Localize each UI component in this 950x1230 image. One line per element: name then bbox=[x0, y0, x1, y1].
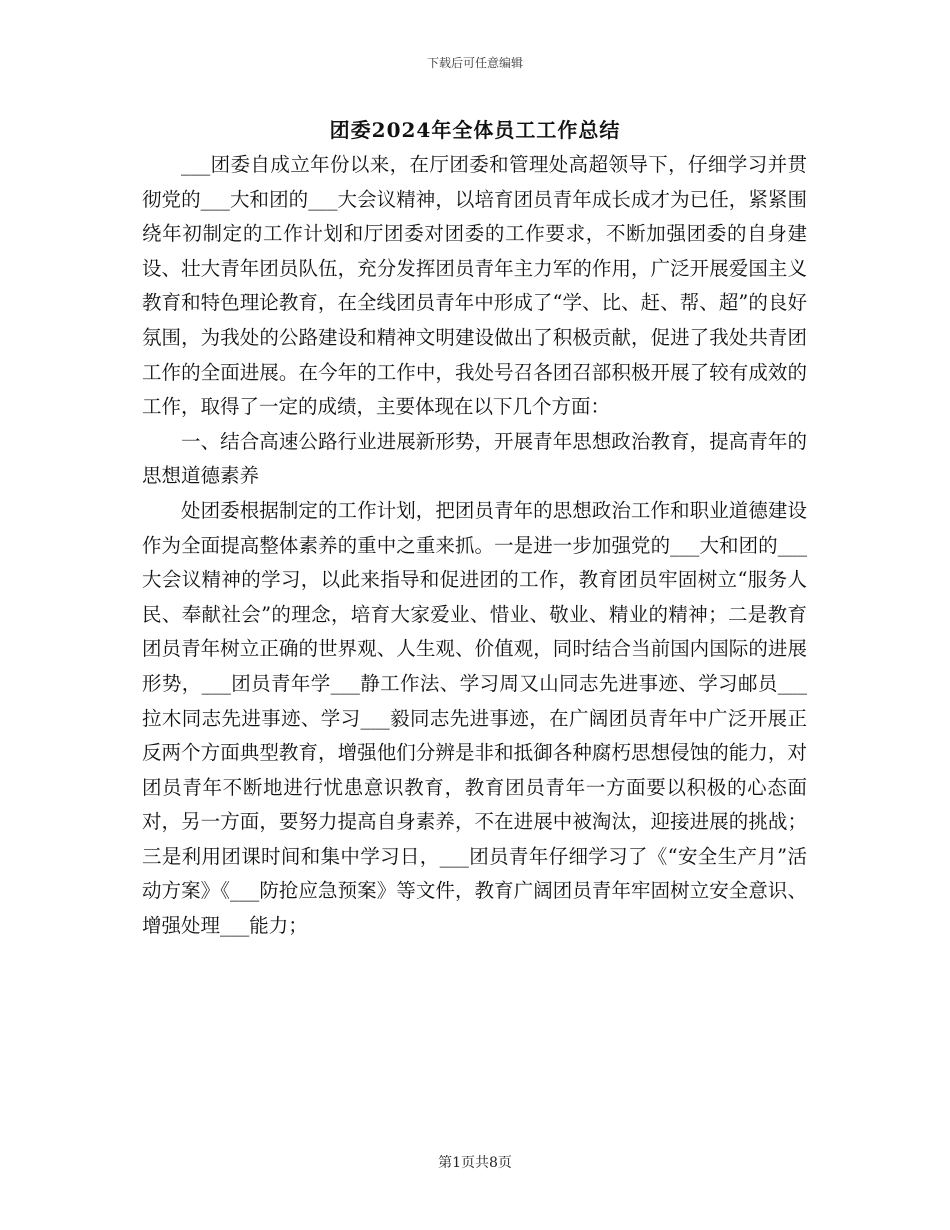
paragraph-section-body: 处团委根据制定的工作计划，把团员青年的思想政治工作和职业道德建设作为全面提高整体素养的重中之重来抓。一是进一步加强党的___大和团的___大会议精神的学习，以此来指导和促进团的工作，教育团员牢固树立“服务人民、奉献社会”的理念，培育大家爱业、惜业、敬业、精业的精神；二是教育团员青年树立正确的世界观、人生观、价值观，同时结合当前国内国际的进展形势，___团员青年学___静工作法、学习周又山同志先进事迹、学习邮员___拉木同志先进事迹、学习___毅同志先进事迹，在广阔团员青年中广泛开展正反两个方面典型教育，增强他们分辨是非和抵御各种腐朽思想侵蚀的能力，对团员青年不断地进行忧患意识教育，教育团员青年一方面要以积极的心态面对，另一方面，要努力提高自身素养，不在进展中被淘汰，迎接进展的挑战；三是利用团课时间和集中学习日，___团员青年仔细学习了《“安全生产月”活动方案》《___防抢应急预案》等文件，教育广阔团员青年牢固树立安全意识、增强处理___能力； bbox=[142, 498, 807, 938]
paragraph-section-heading: 一、结合高速公路行业进展新形势，开展青年思想政治教育，提高青年的思想道德素养 bbox=[142, 429, 807, 488]
header-note: 下载后可任意编辑 bbox=[426, 56, 523, 70]
document-title: 团委2024年全体员工工作总结 bbox=[329, 118, 621, 142]
document-body bbox=[142, 148, 807, 944]
paragraph-intro: ___团委自成立年份以来，在厅团委和管理处高超领导下，仔细学习并贯彻党的___大和团的___大会议精神，以培育团员青年成长成才为已任，紧紧围绕年初制定的工作计划和厅团委对团委的工作要求，不断加强团委的自身建设、壮大青年团员队伍，充分发挥团员青年主力军的作用，广泛开展爱国主义教育和特色理论教育，在全线团员青年中形成了“学、比、赶、帮、超”的良好氛围，为我处的公路建设和精神文明建设做出了积极贡献，促进了我处共青团工作的全面进展。在今年的工作中，我处号召各团召部积极开展了较有成效的工作，取得了一定的成绩，主要体现在以下几个方面： bbox=[142, 153, 807, 419]
page-number: 第1页共8页 bbox=[438, 1155, 512, 1171]
